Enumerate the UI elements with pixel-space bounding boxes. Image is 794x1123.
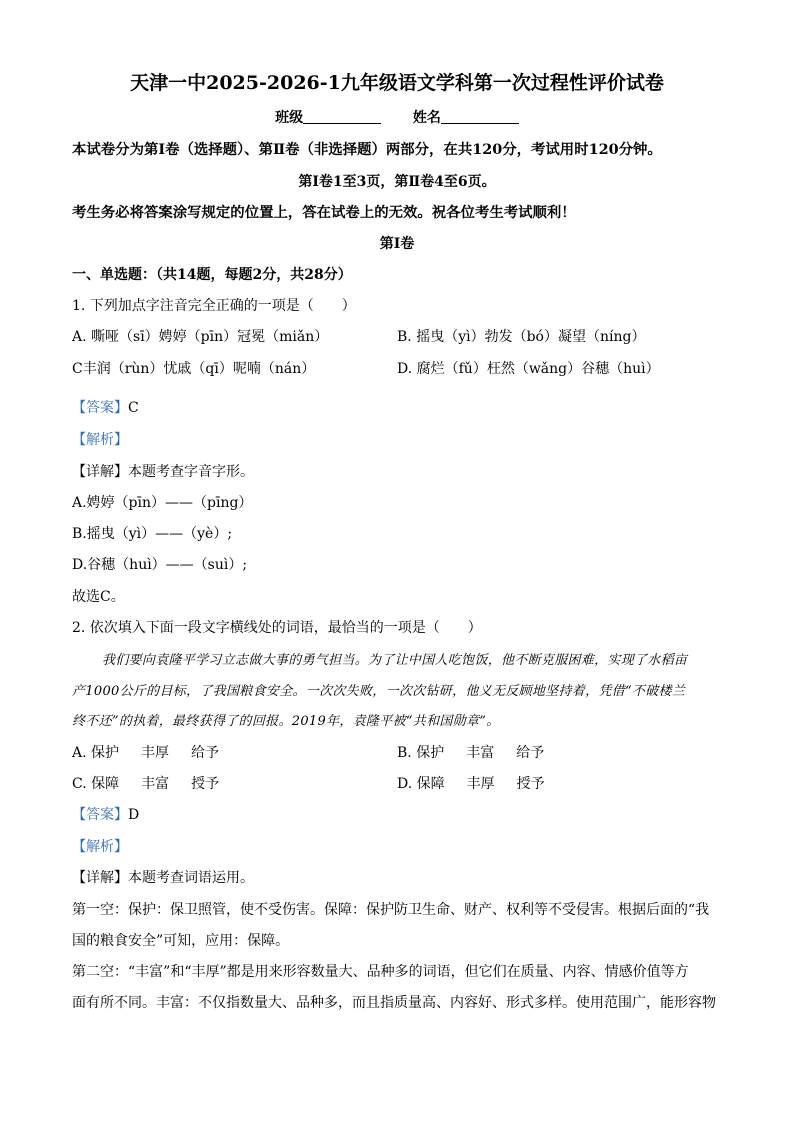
exam-title: 天津一中2025-2026-1九年级语文学科第一次过程性评价试卷 <box>130 72 664 94</box>
q1-analysis-tag: 【解析】 <box>72 432 128 448</box>
q2-option-a-word2: 丰厚 <box>141 745 170 761</box>
q2-answer-line <box>72 805 139 825</box>
section-title: 一、单选题：（共14题，每题2分，共28分） <box>72 267 352 283</box>
q2-explanation-3: 第二空：“丰富”和“丰厚”都是用来形容数量大、品种多的词语，但它们在质量、内容、情感价值等方 <box>72 964 689 980</box>
instruction-3: 考生务必将答案涂写规定的位置上，答在试卷上的无效。祝各位考生考试顺利！ <box>72 204 576 221</box>
q2-option-c-word3: 授予 <box>191 776 220 792</box>
q1-answer: C <box>128 400 139 416</box>
name-label: 姓名 <box>412 110 441 126</box>
q2-option-c <box>72 774 219 794</box>
q2-stem: 2. 依次填入下面一段文字横线处的词语，最恰当的一项是（ ） <box>72 620 482 636</box>
q2-passage-line-1: 我们要向袁隆平学习立志做大事的勇气担当。为了让中国人吃饱饭，他不断克服困难，实现了水稻亩 <box>102 653 688 668</box>
q1-answer-line <box>72 398 139 418</box>
q2-detail-tag: 【详解】 <box>72 870 128 886</box>
q2-option-d-word3: 授予 <box>516 776 545 792</box>
q2-option-a-word1: A. 保护 <box>72 745 120 761</box>
q2-option-d-word1: D. 保障 <box>397 776 445 792</box>
q1-note-d: D.谷穗（huì）——（suì）; <box>72 557 248 573</box>
q1-option-d: D. 腐烂（fǔ）枉然（wǎng）谷穗（huì） <box>397 361 660 377</box>
q2-option-b <box>397 743 544 763</box>
class-name-line <box>0 108 794 128</box>
q1-note-b: B.摇曳（yì）——（yè）; <box>72 526 233 542</box>
q1-note-a: A.娉婷（pīn）——（pīng） <box>72 495 253 511</box>
q2-detail: 本题考查词语运用。 <box>128 870 254 886</box>
q2-option-a <box>72 743 219 763</box>
q2-option-d <box>397 774 545 794</box>
q2-analysis-line <box>72 837 128 857</box>
q1-stem: 1. 下列加点字注音完全正确的一项是（ ） <box>72 298 356 314</box>
q1-analysis-line <box>72 430 128 450</box>
q2-analysis-tag: 【解析】 <box>72 839 128 855</box>
q1-detail-tag: 【详解】 <box>72 464 128 480</box>
q2-explanation-1: 第一空：保护：保卫照管，使不受伤害。保障：保护防卫生命、财产、权利等不受侵害。根据后面的“我 <box>72 902 710 918</box>
class-label: 班级 <box>275 110 304 126</box>
q1-detail: 本题考查字音字形。 <box>128 464 254 480</box>
class-blank <box>303 109 381 124</box>
q1-option-a: A. 嘶哑（sī）娉婷（pīn）冠冕（miǎn） <box>72 329 329 345</box>
q2-explanation-4: 面有所不同。丰富：不仅指数量大、品种多，而且指质量高、内容好、形式多样。使用范围广，能形容物 <box>72 995 716 1011</box>
q1-option-c: C丰润（rùn）忧戚（qī）呢喃（nán） <box>72 361 316 377</box>
q1-detail-line <box>72 462 254 482</box>
name-blank <box>441 109 519 124</box>
instruction-1: 本试卷分为第Ⅰ卷（选择题）、第Ⅱ卷（非选择题）两部分，在共120分，考试用时120分钟。 <box>72 141 662 158</box>
volume-title: 第Ⅰ卷 <box>379 236 415 252</box>
q2-answer-tag: 【答案】 <box>72 807 128 823</box>
instruction-2: 第Ⅰ卷1至3页，第Ⅱ卷4至6页。 <box>298 174 496 190</box>
q2-passage-line-2: 产1000公斤的目标，了我国粮食安全。一次次失败，一次次钻研，他义无反顾地坚持着，凭借“不破楼兰 <box>72 684 686 699</box>
q2-option-b-word2: 丰富 <box>466 745 495 761</box>
q2-option-b-word1: B. 保护 <box>397 745 445 761</box>
q1-option-b: B. 摇曳（yì）勃发（bó）凝望（níng） <box>397 329 646 345</box>
q2-option-d-word2: 丰厚 <box>466 776 495 792</box>
q2-option-c-word2: 丰富 <box>141 776 170 792</box>
q2-option-a-word3: 给予 <box>191 745 220 761</box>
q1-conclusion: 故选C。 <box>72 589 125 605</box>
q2-passage-line-3: 终不还”的执着，最终获得了的回报。2019年，袁隆平被“共和国勋章”。 <box>72 714 500 729</box>
q2-detail-line <box>72 868 254 888</box>
q2-explanation-2: 国的粮食安全”可知，应用：保障。 <box>72 933 290 949</box>
q2-option-b-word3: 给予 <box>516 745 545 761</box>
q1-answer-tag: 【答案】 <box>72 400 128 416</box>
q2-answer: D <box>128 807 140 823</box>
q2-option-c-word1: C. 保障 <box>72 776 120 792</box>
